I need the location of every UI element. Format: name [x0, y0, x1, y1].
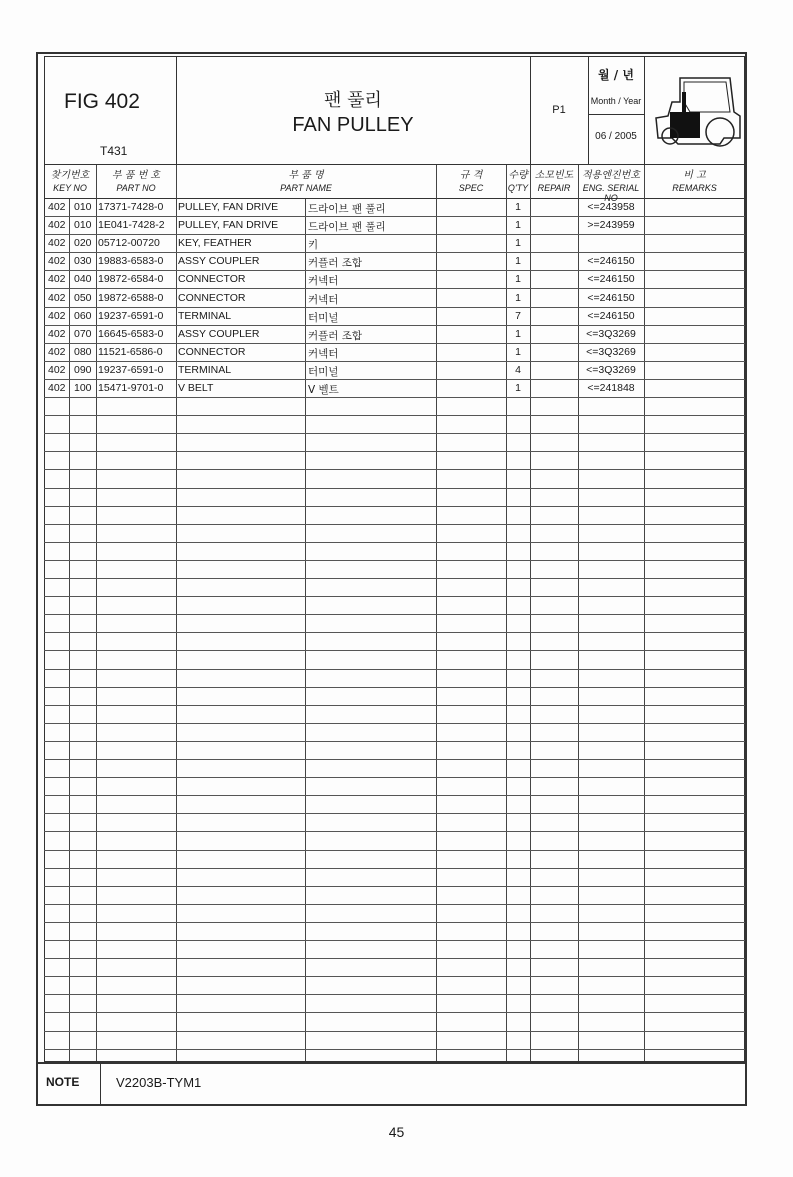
cell-part-no: 1E041-7428-2 — [98, 219, 165, 232]
cell-part-no: 16645-6583-0 — [98, 327, 164, 340]
col-spec-ko: 규 격 — [459, 170, 483, 181]
table-row — [44, 416, 745, 434]
cell-fig: 402 — [48, 255, 66, 268]
page-title: FAN PULLEY — [292, 114, 414, 136]
cell-serial: <=246150 — [587, 255, 635, 268]
cell-name-en: TERMINAL — [178, 363, 232, 376]
cell-part-no: 19237-6591-0 — [98, 309, 164, 322]
page-indicator: P1 — [552, 104, 566, 116]
table-row — [44, 271, 745, 289]
cell-key: 020 — [74, 237, 92, 250]
table-row — [44, 905, 745, 923]
table-row — [44, 851, 745, 869]
table-row — [44, 434, 745, 452]
table-row — [44, 778, 745, 796]
table-row — [44, 380, 745, 398]
cell-name-en: CONNECTOR — [178, 291, 246, 304]
cell-key: 080 — [74, 345, 92, 358]
cell-name-ko: 드라이브 팬 풀리 — [308, 203, 386, 215]
cell-serial: <=246150 — [587, 291, 635, 304]
table-row — [44, 471, 745, 489]
cell-name-en: PULLEY, FAN DRIVE — [178, 219, 279, 232]
col-remarks-ko: 비 고 — [683, 170, 706, 181]
cell-part-no: 19237-6591-0 — [98, 363, 164, 376]
table-row — [44, 688, 745, 706]
cell-fig: 402 — [48, 327, 66, 340]
cell-serial: <=241848 — [587, 382, 635, 394]
table-row — [44, 796, 745, 814]
cell-qty: 1 — [515, 291, 521, 304]
month-year-value: 06 / 2005 — [595, 131, 637, 142]
cell-serial: <=243958 — [587, 201, 635, 213]
cell-qty: 1 — [515, 327, 521, 340]
cell-part-no: 19883-6583-0 — [98, 255, 164, 268]
table-row — [44, 1014, 745, 1032]
cell-serial: <=246150 — [587, 273, 635, 286]
table-row — [44, 615, 745, 633]
cell-name-en: KEY, FEATHER — [178, 237, 252, 250]
cell-key: 010 — [74, 219, 92, 232]
cell-qty: 1 — [515, 382, 521, 394]
table-row — [44, 941, 745, 959]
cell-name-en: PULLEY, FAN DRIVE — [178, 201, 279, 213]
cell-key: 010 — [74, 201, 92, 213]
table-row — [44, 525, 745, 543]
table-row — [44, 995, 745, 1013]
cell-serial: <=3Q3269 — [586, 327, 636, 340]
cell-name-ko: 터미널 — [308, 365, 339, 378]
cell-key: 040 — [74, 273, 92, 286]
cell-fig: 402 — [48, 219, 66, 232]
figure-number: FIG 402 — [64, 90, 140, 113]
cell-qty: 7 — [515, 309, 521, 322]
table-row — [44, 362, 745, 380]
cell-part-no: 19872-6588-0 — [98, 291, 164, 304]
cell-name-ko: 커넥터 — [308, 275, 339, 288]
table-row — [44, 633, 745, 651]
table-row — [44, 670, 745, 688]
col-repair-ko: 소모빈도 — [534, 170, 574, 181]
cell-name-ko: 커플러 조합 — [308, 329, 363, 342]
cell-qty: 1 — [515, 201, 521, 213]
table-row — [44, 398, 745, 416]
table-row — [44, 308, 745, 326]
table-row — [44, 869, 745, 887]
table-row — [44, 452, 745, 470]
col-partno: PART NO — [116, 183, 156, 193]
cell-name-ko: 커넥터 — [308, 293, 339, 306]
cell-serial: <=246150 — [587, 309, 635, 322]
cell-name-en: TERMINAL — [178, 309, 232, 322]
table-row — [44, 652, 745, 670]
cell-name-en: ASSY COUPLER — [178, 327, 260, 340]
cell-part-no: 11521-6586-0 — [98, 345, 163, 358]
page-number: 45 — [388, 1124, 405, 1140]
cell-fig: 402 — [48, 273, 66, 286]
cell-qty: 1 — [515, 345, 521, 358]
month-year-label: Month / Year — [590, 96, 642, 106]
table-row — [44, 977, 745, 995]
cell-key: 060 — [74, 309, 92, 322]
col-remarks: REMARKS — [672, 183, 717, 193]
cell-name-ko: 드라이브 팬 풀리 — [308, 221, 386, 234]
cell-fig: 402 — [48, 309, 66, 322]
col-partno-ko: 부 품 번 호 — [111, 170, 161, 181]
note-text: V2203B-TYM1 — [116, 1075, 202, 1090]
table-row — [44, 235, 745, 253]
cell-serial: <=3Q3269 — [586, 363, 636, 376]
cell-fig: 402 — [48, 201, 66, 213]
col-repair: REPAIR — [537, 183, 571, 193]
table-row — [44, 959, 745, 977]
table-row — [44, 344, 745, 362]
cell-fig: 402 — [48, 345, 66, 358]
cell-fig: 402 — [48, 237, 66, 250]
cell-key: 050 — [74, 291, 92, 304]
table-row — [44, 814, 745, 832]
cell-name-ko: 커플러 조합 — [308, 257, 363, 270]
col-qty-ko: 수량 — [508, 170, 528, 181]
table-row — [44, 199, 745, 217]
col-spec: SPEC — [458, 183, 484, 193]
cell-part-no: 17371-7428-0 — [98, 201, 164, 213]
cell-qty: 1 — [515, 237, 521, 250]
cell-part-no: 19872-6584-0 — [98, 273, 164, 286]
note-row — [36, 1062, 747, 1106]
table-row — [44, 543, 745, 561]
cell-name-ko: 키 — [308, 239, 319, 252]
table-row — [44, 597, 745, 615]
page-title-korean: 팬 풀리 — [324, 90, 382, 111]
table-row — [44, 724, 745, 742]
table-row — [44, 561, 745, 579]
table-row — [44, 253, 745, 271]
table-row — [44, 1032, 745, 1050]
cell-name-ko: 터미널 — [308, 311, 339, 324]
cell-qty: 4 — [515, 363, 521, 376]
month-year-label-korean: 월 / 년 — [598, 68, 634, 82]
cell-key: 100 — [74, 382, 92, 394]
cell-qty: 1 — [515, 273, 521, 286]
cell-qty: 1 — [515, 219, 521, 232]
cell-serial: >=243959 — [587, 219, 635, 232]
table-row — [44, 923, 745, 941]
table-row — [44, 706, 745, 724]
col-serial: ENG. SERIAL NO — [582, 183, 640, 203]
table-row — [44, 742, 745, 760]
cell-name-ko: V 벨트 — [308, 384, 339, 396]
note-label: NOTE — [46, 1075, 80, 1089]
cell-part-no: 05712-00720 — [98, 237, 160, 250]
cell-name-en: CONNECTOR — [178, 345, 246, 358]
col-qty: Q'TY — [507, 183, 529, 193]
table-row — [44, 290, 745, 308]
col-keyno-ko: 찾기번호 — [50, 170, 90, 181]
cell-name-en: ASSY COUPLER — [178, 255, 260, 268]
table-row — [44, 217, 745, 235]
cell-key: 090 — [74, 363, 92, 376]
cell-serial: <=3Q3269 — [586, 345, 636, 358]
cell-fig: 402 — [48, 382, 66, 394]
col-partname-ko: 부 품 명 — [288, 170, 324, 181]
cell-name-ko: 커넥터 — [308, 347, 339, 360]
cell-qty: 1 — [515, 255, 521, 268]
table-row — [44, 760, 745, 778]
cell-name-en: V BELT — [178, 382, 214, 394]
table-row — [44, 507, 745, 525]
table-row — [44, 887, 745, 905]
cell-key: 030 — [74, 255, 92, 268]
cell-fig: 402 — [48, 291, 66, 304]
table-row — [44, 833, 745, 851]
cell-fig: 402 — [48, 363, 66, 376]
table-row — [44, 326, 745, 344]
col-serial-ko: 적용엔진번호 — [582, 170, 640, 181]
table-row — [44, 489, 745, 507]
table-row — [44, 579, 745, 597]
col-partname: PART NAME — [280, 183, 332, 193]
cell-key: 070 — [74, 327, 92, 340]
model-code: T431 — [100, 144, 128, 158]
cell-name-en: CONNECTOR — [178, 273, 246, 286]
col-keyno: KEY NO — [53, 183, 87, 193]
cell-part-no: 15471-9701-0 — [98, 382, 164, 394]
